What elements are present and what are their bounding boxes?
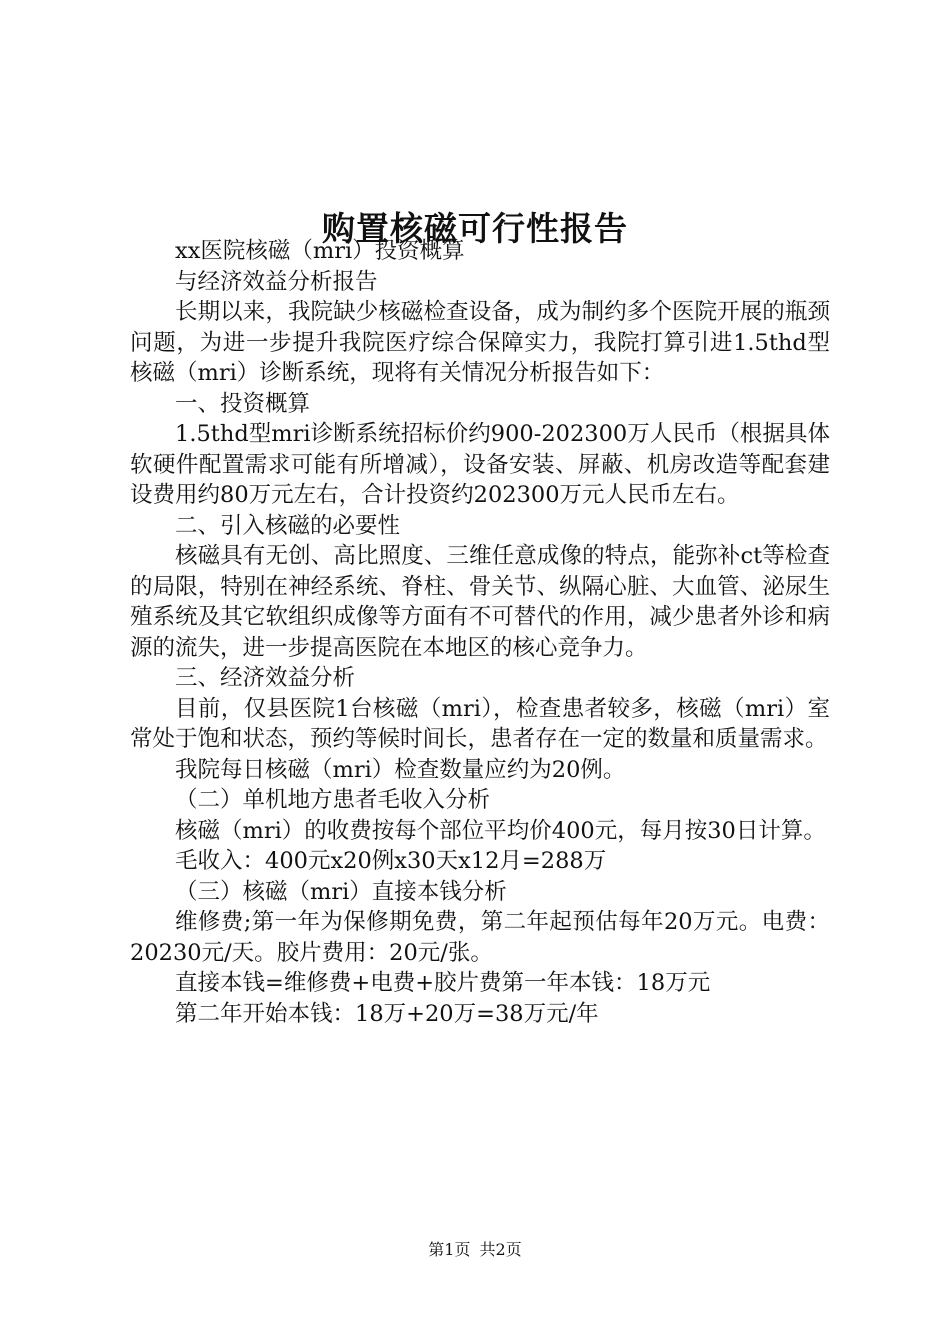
paragraph: 维修费;第一年为保修期免费，第二年起预估每年20万元。电费：20230元/天。胶片费用：20元/张。	[130, 909, 830, 966]
page-total: 共2页	[479, 1240, 522, 1259]
paragraph: 核磁（mri）的收费按每个部位平均价400元，每月按30日计算。	[175, 817, 826, 844]
section-heading: 二、引入核磁的必要性	[175, 512, 401, 539]
paragraph: 长期以来，我院缺少核磁检查设备，成为制约多个医院开展的瓶颈问题，为进一步提升我院医疗综合保障实力，我院打算引进1.5thd型核磁（mri）诊断系统，现将有关情况分析报告如下：	[130, 299, 830, 386]
page-footer	[0, 1239, 950, 1261]
section-heading: 三、经济效益分析	[175, 665, 356, 691]
document-body	[130, 236, 830, 1029]
sub-heading: （三）核磁（mri）直接本钱分析	[175, 878, 507, 905]
sub-heading: （二）单机地方患者毛收入分析	[175, 787, 491, 813]
paragraph: 1.5thd型mri诊断系统招标价约900-202300万人民币（根据具体软硬件配置需求可能有所增减），设备安装、屏蔽、机房改造等配套建设费用约80万元左右，合计投资约202300万元人民币左右。	[130, 421, 830, 508]
paragraph: xx医院核磁（mri）投资概算	[175, 238, 465, 264]
paragraph: 第二年开始本钱：18万+20万=38万元/年	[175, 1000, 599, 1027]
paragraph: 我院每日核磁（mri）检查数量应约为20例。	[175, 756, 626, 783]
paragraph: 毛收入：400元x20例x30天x12月=288万	[175, 848, 607, 874]
document-title: 购置核磁可行性报告	[322, 209, 628, 249]
paragraph: 直接本钱=维修费+电费+胶片费第一年本钱：18万元	[175, 970, 711, 996]
page-number: 第1页	[428, 1240, 471, 1259]
paragraph: 目前，仅县医院1台核磁（mri），检查患者较多，核磁（mri）室常处于饱和状态，预约等候时间长，患者存在一定的数量和质量需求。	[130, 695, 830, 752]
section-heading: 一、投资概算	[175, 390, 311, 417]
paragraph: 与经济效益分析报告	[175, 268, 378, 295]
paragraph: 核磁具有无创、高比照度、三维任意成像的特点，能弥补ct等检查的局限，特别在神经系统、脊柱、骨关节、纵隔心脏、大血管、泌尿生殖系统及其它软组织成像等方面有不可替代的作用，减少患者外诊和病源的流失，进一步提高医院在本地区的核心竞争力。	[130, 543, 830, 661]
